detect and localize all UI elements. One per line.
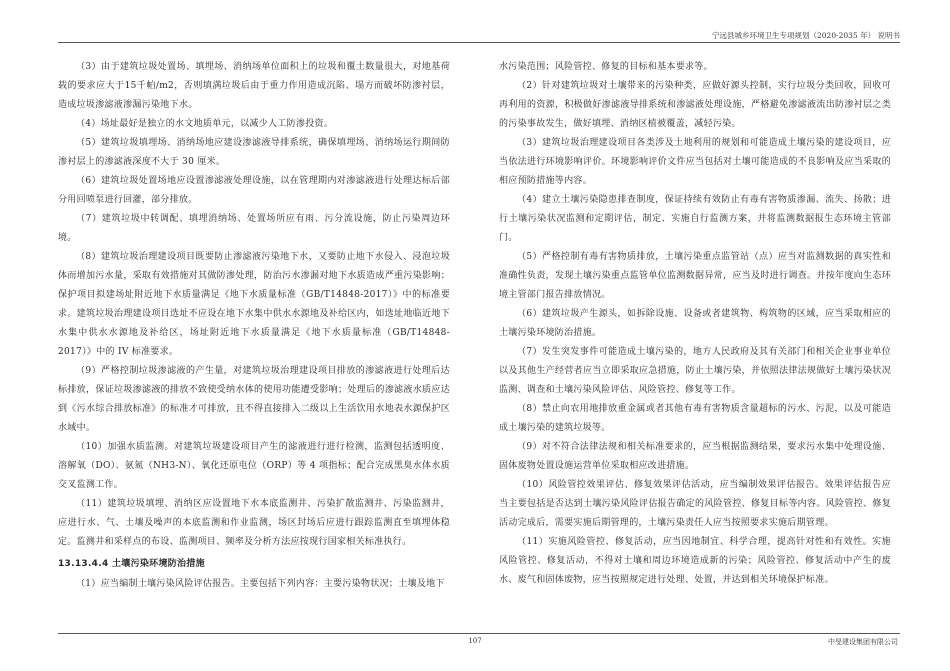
footer-company-name: 中旻建设集团有限公司 — [828, 638, 898, 646]
paragraph-item-11: （11）建筑垃圾填埋、消纳区应设置地下水本底监测井、污染扩散监测井、污染监测井，应进行水、气、土壤及噪声的本底监测和作业监测，场区封场后应进行跟踪监测直至填埋体稳定。监测井和采样点的布设、监测项目、频率及分析方法应按现行国家相关标准执行。 — [58, 499, 450, 547]
right-text-column — [499, 58, 891, 590]
paragraph-soil-item-1: （1）应当编制土壤污染风险评估报告。主要包括下列内容：主要污染物状况；土壤及地下 — [76, 579, 445, 589]
paragraph-item-7: （7）建筑垃圾中转调配、填埋消纳场、处置场所应有雨、污分流设施，防止污染周边环境。 — [58, 214, 450, 243]
paragraph-soil-item-8: （8）禁止向农用地排放重金属或者其他有毒有害物质含量超标的污水、污泥，以及可能造成土壤污染的建筑垃圾等。 — [499, 404, 891, 433]
section-heading-soil-pollution: 13.13.4.4 土壤污染环境防治措施 — [58, 559, 205, 569]
paragraph-item-8: （8）建筑垃圾治理建设项目既要防止渗滤液污染地下水，又要防止地下水侵入、浸泡垃圾体而增加污水量，采取有效措施对其做防渗处理，防治污水渗漏对地下水质造成严重污染影响；保护项目拟建场址附近地下水质量满足《地下水质量标准（GB/T14848-2017）》中的标准要求。建筑垃圾治理建设项目选址不应设在地下水集中供水水源地及补给区内，如选址地临近地下水集中供水水源地及补给区，场址附近地下水质量满足《地下水质量标准（GB/T14848-2017）》中的 IV 标准要求。 — [58, 252, 450, 357]
paragraph-soil-item-7: （7）发生突发事件可能造成土壤污染的，地方人民政府及其有关部门和相关企业事业单位以及其他生产经营者应当立即采取应急措施，防止土壤污染，并依照法律法规做好土壤污染状况监测、调查和土壤污染风险评估、风险管控、修复等工作。 — [499, 347, 891, 395]
paragraph-soil-item-11: （11）实施风险管控、修复活动，应当因地制宜、科学合理，提高针对性和有效性。实施风险管控、修复活动，不得对土壤和周边环境造成新的污染；风险管控、修复活动中产生的废水、废气和固体废物，应当按照规定进行处理、处置，并达到相关环境保护标准。 — [499, 537, 891, 585]
footer-divider — [58, 633, 900, 634]
paragraph-item-5: （5）建筑垃圾填埋场、消纳场地应建设渗滤液导排系统，确保填埋场、消纳场运行期间防渗衬层上的渗滤液深度不大于 30 厘米。 — [58, 138, 450, 167]
paragraph-soil-item-10: （10）风险管控效果评估、修复效果评估活动，应当编制效果评估报告。效果评估报告应当主要包括是否达到土壤污染风险评估报告确定的风险管控、修复目标等内容。风险管控、修复活动完成后，需要实施后期管理的，土壤污染责任人应当按照要求实施后期管理。 — [499, 480, 891, 528]
paragraph-soil-item-5: （5）严格控制有毒有害物质排放，土壤污染重点监管站（点）应当对监测数据的真实性和准确性负责，发现土壤污染重点监管单位监测数据异常，应当及时进行调查。并按年度向生态环境主管部门报告排放情况。 — [499, 252, 891, 300]
paragraph-soil-item-3: （3）建筑垃圾治理建设项目各类涉及土地利用的规划和可能造成土壤污染的建设项目，应当依法进行环境影响评价。环境影响评价文件应当包括对土壤可能造成的不良影响及应当采取的相应预防措施等内容。 — [499, 138, 891, 186]
paragraph-soil-item-2: （2）针对建筑垃圾对土壤带来的污染种类，应做好源头控制，实行垃圾分类回收，回收可再利用的资源，积极做好渗滤液导排系统和渗滤液处理设施，严格避免渗滤液流出防渗衬层之类的污染事故发生，做好填埋、消纳区植被覆盖，减轻污染。 — [499, 81, 891, 129]
paragraph-item-3: （3）由于建筑垃圾处置场、填埋场、消纳场单位面积上的垃圾和覆土数量很大，对地基荷载的要求应大于15千帕/m2，否则填满垃圾后由于重力作用造成沉陷、塌方而破坏防渗衬层，造成垃圾渗滤液渗漏污染地下水。 — [58, 62, 450, 110]
page-number: 107 — [468, 637, 482, 645]
left-text-column — [58, 58, 450, 594]
document-header-title: 宁远县城乡环境卫生专项规划（2020-2035 年） 说明书 — [712, 31, 900, 40]
header-divider — [58, 42, 900, 43]
paragraph-item-6: （6）建筑垃圾处置场地应设置渗滤液处理设施，以在管理期内对渗滤液进行处理达标后部分用回喷泵进行回灌，部分排放。 — [58, 176, 450, 205]
paragraph-soil-item-9: （9）对不符合法律法规和相关标准要求的，应当根据监测结果，要求污水集中处理设施、固体废物处置设施运营单位采取相应改进措施。 — [499, 442, 891, 471]
paragraph-item-4: （4）场址最好是独立的水文地质单元，以减少人工防渗投资。 — [76, 119, 334, 129]
paragraph-soil-item-4: （4）建立土壤污染隐患排查制度，保证持续有效防止有毒有害物质渗漏、流失、扬散；进行土壤污染状况监测和定期评估，制定、实施自行监测方案，并将监测数据报生态环境主管部门。 — [499, 195, 891, 243]
paragraph-item-9: （9）严格控制垃圾渗滤液的产生量，对建筑垃圾治理建设项目排放的渗滤液进行处理后达标排放，保证垃圾渗滤液的排放不致使受纳水体的使用功能遭受影响；处理后的渗滤液水质应达到《污水综合排放标准》的标准才可排放，且不得直接排入二级以上生活饮用水地表水源保护区水域中。 — [58, 366, 450, 433]
paragraph-item-10: （10）加强水质监测。对建筑垃圾建设项目产生的滤液进行进行检测，监测包括透明度、溶解氧（DO）、氨氮（NH3-N）、氧化还原电位（ORP）等 4 项指标；配合完成黑臭水体水质交叉监测工作。 — [58, 442, 450, 490]
paragraph-soil-item-6: （6）建筑垃圾产生源头，如拆除设施、设备或者建筑物、构筑物的区域，应当采取相应的土壤污染环境防治措施。 — [499, 309, 891, 338]
paragraph-continuation: 水污染范围；风险管控、修复的目标和基本要求等。 — [499, 62, 713, 72]
